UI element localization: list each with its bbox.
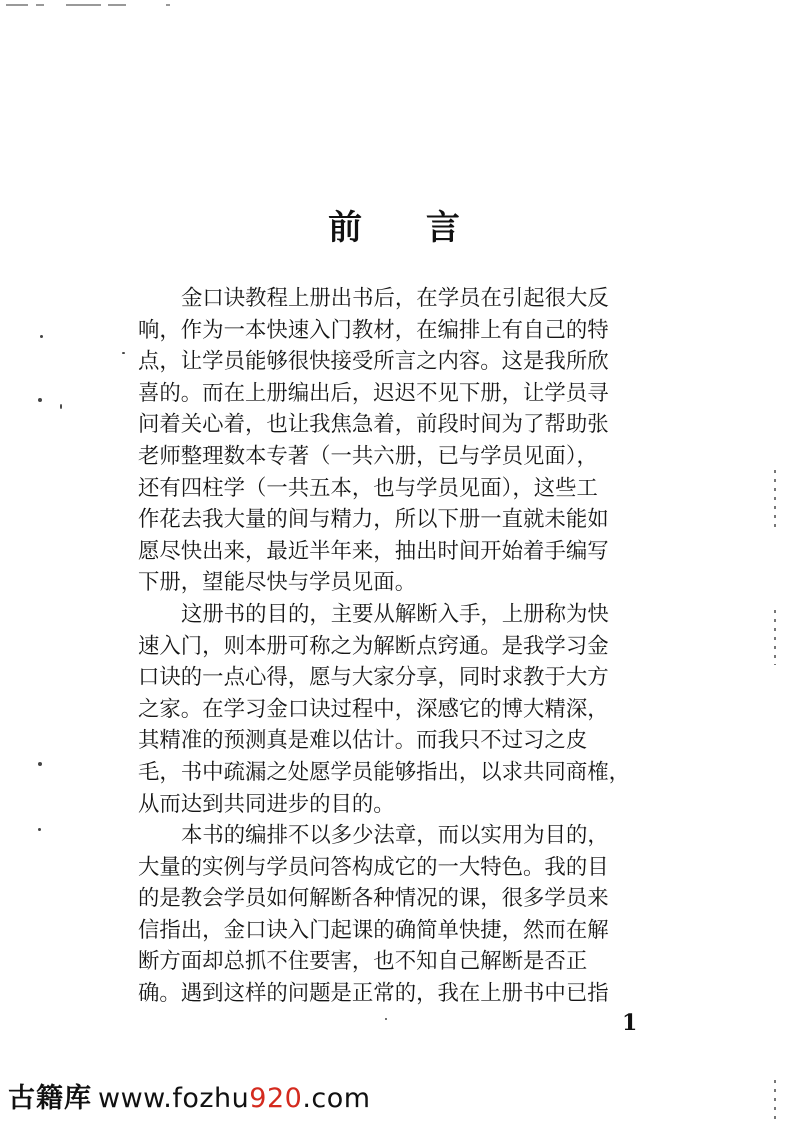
body-text [138,283,644,1010]
text-line: 口诀的一点心得，愿与大家分享，同时求教于大方 [138,665,609,691]
text-line: 大量的实例与学员问答构成它的一大特色。我的目 [138,854,609,880]
text-line: 下册，望能尽快与学员见面。 [138,570,417,596]
text-line: 问着关心着，也让我焦急着，前段时间为了帮助张 [138,412,609,438]
text-line: 愿尽快出来，最近半年来，抽出时间开始着手编写 [138,538,609,564]
text-line: 作花去我大量的间与精力，所以下册一直就未能如 [138,507,609,533]
page-number: 1 [622,1010,638,1036]
watermark-url [98,1083,371,1114]
text-line: 速入门，则本册可称之为解断点窍通。是我学习金 [138,633,609,659]
text-line: 喜的。而在上册编出后，迟迟不见下册，让学员寻 [138,380,609,406]
watermark-url-number: 920 [249,1083,303,1114]
watermark-site-name: 古籍库 [8,1083,92,1114]
text-line: 断方面却总抓不住要害，也不知自己解断是否正 [138,949,588,975]
text-line: 毛，书中疏漏之处愿学员能够指出，以求共同商榷， [138,759,630,785]
text-line: 之家。在学习金口诀过程中，深感它的博大精深， [138,696,609,722]
site-watermark [8,1076,371,1115]
text-line: 响，作为一本快速入门教材，在编排上有自己的特 [138,317,609,343]
scan-speck [38,762,42,766]
text-line: 点，让学员能够很快接受所言之内容。这是我所欣 [138,349,609,375]
scan-speck [38,398,42,402]
text-line: 老师整理数本专著（一共六册，已与学员见面）， [138,443,598,469]
page-title: 前 言 [328,208,486,248]
scan-speck [122,352,125,354]
text-line: 这册书的目的，主要从解断入手，上册称为快 [181,601,609,627]
text-line: 其精准的预测真是难以估计。而我只不过习之皮 [138,728,588,754]
watermark-url-suffix: .com [302,1083,371,1114]
text-line: 确。遇到这样的问题是正常的，我在上册书中已指 [138,981,609,1007]
scan-speck [40,335,43,338]
text-line: 金口诀教程上册出书后，在学员在引起很大反 [181,286,609,311]
scan-speck [385,1018,387,1020]
scan-header-noise [6,2,176,8]
scan-edge-marks [774,1080,776,1120]
scan-edge-marks [774,610,776,665]
text-line: 从而达到共同进步的目的。 [138,791,395,817]
scan-edge-marks [774,470,776,530]
text-line: 的是教会学员如何解断各种情况的课，很多学员来 [138,886,609,912]
text-line: 信指出，金口诀入门起课的确简单快捷，然而在解 [138,917,609,943]
scan-speck [60,404,62,409]
text-line: 本书的编排不以多少法章，而以实用为目的， [181,823,609,849]
text-line: 还有四柱学（一共五本，也与学员见面），这些工 [138,475,598,501]
watermark-url-prefix: www.fozhu [98,1083,250,1114]
scan-speck [38,828,41,831]
